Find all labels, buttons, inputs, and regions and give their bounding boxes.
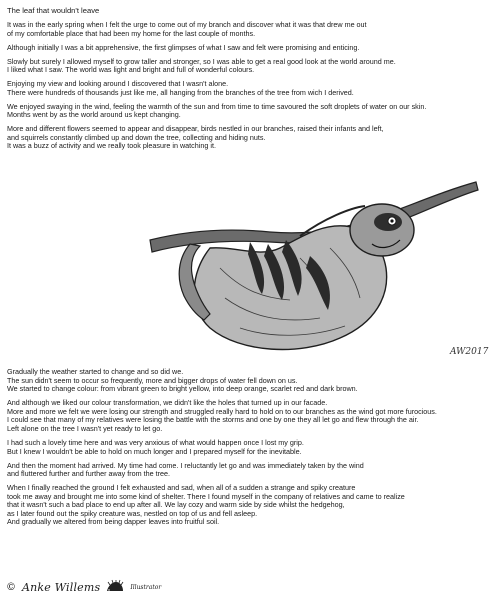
story-paragraphs-bottom bbox=[7, 368, 501, 527]
story-line: When I finally reached the ground I felt exhausted and sad, when all of a sudden a strange and spiky creature bbox=[7, 483, 356, 493]
story-line: It was in the early spring when I felt the urge to come out of my branch and discover what it was that drew me out bbox=[7, 20, 367, 29]
story-line: I could see that many of my relatives were losing the battle with the storms and one by one they all let go and flew through the air. bbox=[7, 415, 419, 425]
story-line: We started to change colour: from vibrant green to bright yellow, into deep orange, scarlet red and dark brown. bbox=[7, 384, 358, 394]
story-paragraph bbox=[7, 484, 501, 527]
story-line: and fluttered further and further away from the tree. bbox=[7, 469, 171, 479]
story-line: I liked what I saw. The world was light and bright and full of wonderful colours. bbox=[7, 65, 255, 75]
story-line: There were hundreds of thousands just like me, all hanging from the branches of the tree from wich I derived. bbox=[7, 87, 354, 97]
story-paragraph bbox=[7, 368, 501, 394]
hedgehog-icon bbox=[106, 580, 124, 594]
story-line: of my comfortable place that had been my home for the last couple of months. bbox=[7, 28, 256, 38]
story-paragraph bbox=[7, 58, 501, 75]
illustration-signature: AW2017 bbox=[450, 347, 489, 357]
story-paragraph bbox=[7, 21, 501, 38]
story-line: that it wasn't such a bad place to end up after all. We lay cozy and warm side by side whilst the hedgehog, bbox=[7, 500, 345, 510]
story-bottom bbox=[7, 368, 501, 532]
story-paragraph bbox=[7, 439, 501, 456]
sloth-on-branch-drawing bbox=[150, 178, 489, 368]
story-paragraph bbox=[7, 125, 501, 151]
sloth-illustration bbox=[150, 178, 489, 368]
story-line: as I later found out the spiky creature was, nestled on top of us and fell asleep. bbox=[7, 508, 258, 518]
story-paragraph bbox=[7, 399, 501, 433]
story-title: The leaf that wouldn't leave bbox=[7, 6, 100, 15]
story-line: Left alone on the tree I wasn't yet ready to let go. bbox=[7, 423, 163, 433]
illustrator-name: Anke Willems bbox=[22, 580, 101, 594]
story-paragraph bbox=[7, 80, 501, 97]
story-paragraph bbox=[7, 462, 501, 479]
story-line: The sun didn't seem to occur so frequently, more and bigger drops of water fell down on us. bbox=[7, 375, 298, 385]
story-paragraph bbox=[7, 44, 501, 53]
story-line: I had such a lovely time here and was very anxious of what would happen once I lost my grip. bbox=[7, 437, 304, 447]
story-paragraph bbox=[7, 103, 501, 120]
illustrator-role: Illustrator bbox=[130, 583, 162, 591]
story-line: Although initially I was a bit apprehensive, the first glimpses of what I saw and felt were promising and enticing. bbox=[7, 42, 360, 52]
story-line: And although we liked our colour transformation, we didn't like the holes that turned up in our facade. bbox=[7, 398, 328, 408]
story-line: Slowly but surely I allowed myself to grow taller and stronger, so I was able to get a real good look at the world around me. bbox=[7, 56, 396, 66]
story-line: We enjoyed swaying in the wind, feeling the warmth of the sun and from time to time savoured the soft droplets of water on our skin. bbox=[7, 101, 427, 111]
story-line: And gradually we altered from being dapper leaves into fruitful soil. bbox=[7, 517, 220, 527]
story-line: Months went by as the world around us kept changing. bbox=[7, 110, 181, 120]
illustrator-credit bbox=[6, 578, 161, 596]
copyright-symbol: © bbox=[6, 581, 16, 593]
story-line: Gradually the weather started to change and so did we. bbox=[7, 367, 184, 376]
story-line: More and different flowers seemed to appear and disappear, birds nestled in our branches, raised their infants and left, bbox=[7, 124, 384, 134]
story-line: took me away and brought me into some kind of shelter. There I found myself in the company of relatives and came to realize bbox=[7, 491, 405, 501]
story-line: It was a buzz of activity and we really took pleasure in watching it. bbox=[7, 141, 216, 151]
story-line: and squirrels constantly climbed up and down the tree, collecting and hiding nuts. bbox=[7, 132, 266, 142]
story-line: And then the moment had arrived. My time had come. I reluctantly let go and was immediately taken by the wind bbox=[7, 460, 364, 470]
story-line: Enjoying my view and looking around I discovered that I wasn't alone. bbox=[7, 79, 229, 89]
story-paragraphs-top bbox=[7, 21, 501, 151]
story-line: More and more we felt we were losing our strength and struggled really hard to hold on to our branches as the wind got more furocious. bbox=[7, 406, 437, 416]
story-line: But I knew I wouldn't be able to hold on much longer and I prepared myself for the inevitable. bbox=[7, 446, 302, 456]
story-top bbox=[7, 6, 501, 156]
